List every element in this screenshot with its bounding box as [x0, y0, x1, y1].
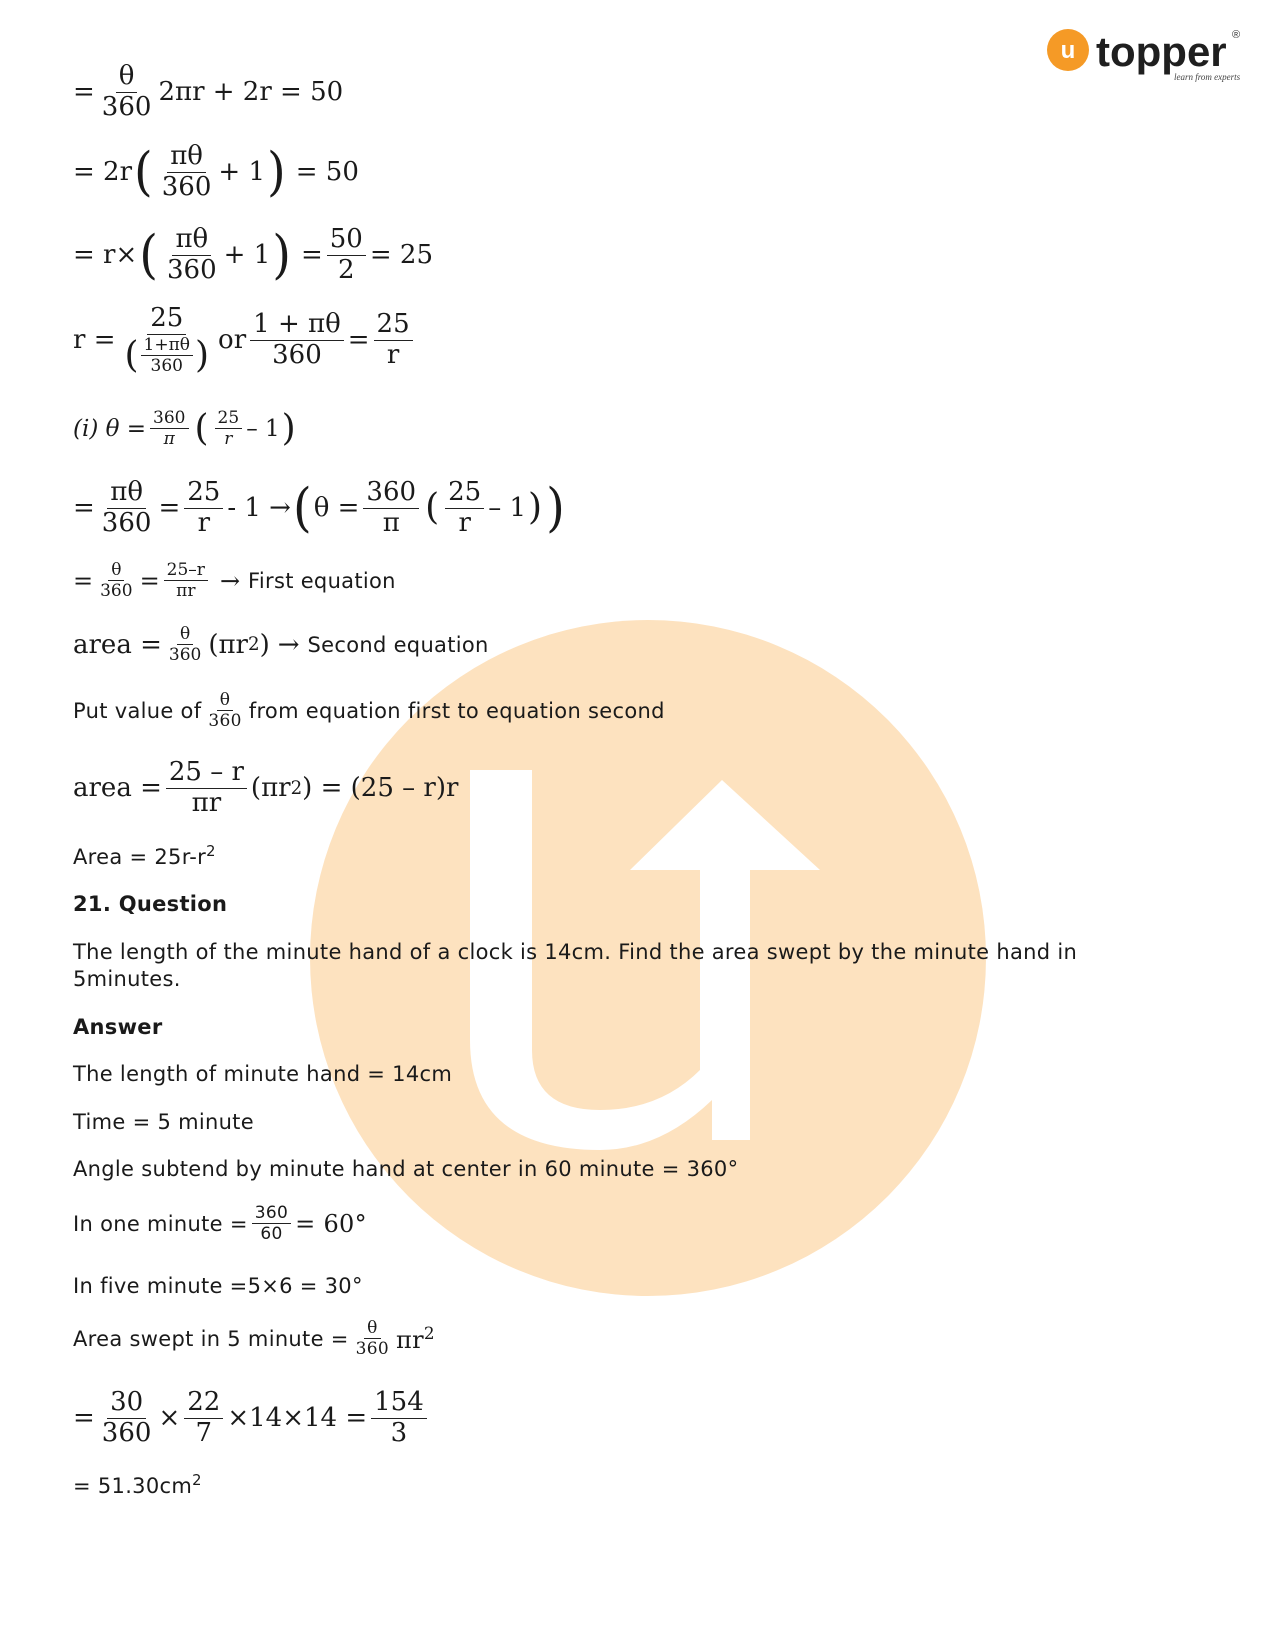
paren-close: ): [272, 224, 291, 287]
fraction: $\frac{360}{\pi}$: [150, 408, 188, 450]
equation-label: First equation: [248, 568, 396, 593]
fraction: $\frac{360}{\pi}$: [363, 478, 419, 539]
expression: θ =: [313, 493, 360, 524]
equals-sign: =: [73, 566, 94, 595]
equation-line-3: [73, 225, 433, 286]
expression: r =: [73, 325, 116, 356]
paren-close: ): [281, 407, 296, 449]
equals-sign: =: [158, 493, 181, 524]
equation-line-8: [73, 624, 489, 666]
equation-line-10: [73, 758, 458, 819]
svg-text:®: ®: [1232, 29, 1241, 41]
expression: + 1: [218, 157, 265, 188]
fraction: $\frac{50}{2}$: [327, 225, 366, 286]
expression: area =: [73, 773, 162, 804]
fraction: $\frac{360}{60}$: [252, 1203, 291, 1245]
exponent: 2: [290, 777, 303, 799]
answer-line-7: [73, 1388, 431, 1449]
equals-sign: =: [347, 325, 370, 356]
answer-heading: Answer: [73, 1015, 163, 1039]
equals-sign: =: [139, 566, 160, 595]
brand-logo[interactable]: [1046, 26, 1246, 88]
fraction: $\frac{\theta}{360}$: [101, 61, 152, 122]
fraction: $\frac{\theta}{360}$: [100, 560, 133, 602]
fraction: $\frac{25}{r}$: [184, 478, 223, 539]
expression: + 1: [223, 240, 271, 271]
fraction: 25 ( $\frac{1+\pi\theta}{360}$ ): [124, 303, 210, 377]
expression: = 25: [369, 240, 433, 271]
expression: (πr: [250, 773, 291, 804]
answer-line-6: Area swept in 5 minute = $\frac{\theta}{360}$ $\pi r^2$: [73, 1318, 435, 1360]
fraction: $\frac{154}{3}$: [371, 1388, 427, 1449]
fraction: $\frac{25}{r}$: [445, 478, 484, 539]
expression: = r×: [73, 240, 138, 271]
expression: (πr: [208, 629, 248, 660]
equation-line-7: [73, 560, 396, 602]
expression: = 50: [295, 157, 359, 188]
paren-open: (: [292, 477, 312, 540]
fraction: $\frac{\pi\theta}{360}$: [101, 477, 152, 538]
fraction: $\frac{25}{r}$: [374, 310, 413, 371]
arrow-icon: →: [219, 566, 241, 595]
fraction: $\frac{\theta}{360}$: [168, 624, 202, 666]
expression: - 1 →: [227, 493, 291, 524]
equation-label: Second equation: [307, 632, 489, 657]
paren-open: (: [134, 141, 153, 204]
expression: ): [259, 629, 270, 660]
expression: (i) θ =: [73, 415, 147, 442]
answer-line-1: The length of minute hand = 14cm: [73, 1062, 453, 1086]
fraction: $\frac{22}{7}$: [184, 1388, 223, 1449]
arrow-icon: →: [277, 629, 300, 660]
paren-close: ): [267, 141, 286, 204]
equals-sign: =: [73, 77, 95, 108]
expression: ×14×14 =: [227, 1403, 368, 1434]
equals-sign: =: [73, 493, 95, 524]
paren-open: (: [194, 407, 209, 449]
equals-sign: =: [300, 240, 323, 271]
expression: – 1: [488, 493, 527, 524]
expression: = 2r: [73, 157, 133, 188]
answer-line-5: In five minute =5×6 = 30°: [73, 1274, 363, 1298]
u-logo-icon: [1046, 26, 1246, 88]
or-word: or: [218, 325, 247, 356]
svg-text:u: u: [1060, 37, 1076, 64]
fraction: $\frac{\theta}{360}$: [355, 1318, 390, 1360]
paren-close: ): [546, 477, 565, 540]
exponent: 2: [248, 634, 260, 656]
equation-line-6: [73, 478, 567, 539]
instruction-line: [73, 690, 665, 732]
equation-line-4: [73, 304, 417, 377]
equals-sign: =: [73, 1403, 95, 1434]
text: from equation first to equation second: [248, 698, 665, 723]
expression: ) = (25 – r)r: [302, 773, 459, 804]
paren-open: (: [425, 487, 440, 529]
fraction: $\frac{\pi\theta}{360}$: [167, 224, 217, 285]
question-text-cont: 5minutes.: [73, 967, 181, 991]
answer-line-4: In one minute = $\frac{360}{60}$ = 60°: [73, 1203, 367, 1245]
fraction: $\frac{\pi\theta}{360}$: [161, 141, 212, 202]
final-answer: = $51.30cm^2$: [73, 1472, 202, 1498]
fraction: $\frac{30}{360}$: [101, 1387, 152, 1448]
svg-text:learn from experts: learn from experts: [1174, 72, 1241, 82]
expression: 2πr + 2r = 50: [158, 77, 344, 108]
answer-line-2: Time = 5 minute: [73, 1110, 254, 1134]
svg-text:topper: topper: [1096, 28, 1227, 75]
area-result: Area = $25r-r^2$: [73, 843, 216, 869]
fraction: $\frac{25-r}{\pi r}$: [164, 560, 208, 602]
paren-close: ): [528, 487, 543, 529]
answer-line-3: Angle subtend by minute hand at center in 60 minute = 360°: [73, 1157, 739, 1181]
fraction: $\frac{1 + \pi\theta}{360}$: [250, 310, 344, 371]
fraction: $\frac{\theta}{360}$: [208, 690, 242, 732]
fraction: $\frac{25}{r}$: [215, 408, 243, 450]
text: Put value of: [73, 698, 202, 723]
question-text: The length of the minute hand of a clock is 14cm. Find the area swept by the minute hand in: [73, 940, 1078, 964]
equation-line-1: [73, 62, 343, 123]
times-sign: ×: [158, 1403, 181, 1434]
expression: – 1: [246, 415, 280, 442]
paren-open: (: [139, 224, 158, 287]
question-heading: 21. Question: [73, 892, 228, 916]
fraction: $\frac{25 - r}{\pi r}$: [166, 758, 247, 819]
equation-line-2: [73, 142, 359, 203]
equation-line-5: [73, 408, 298, 450]
expression: area =: [73, 629, 162, 660]
